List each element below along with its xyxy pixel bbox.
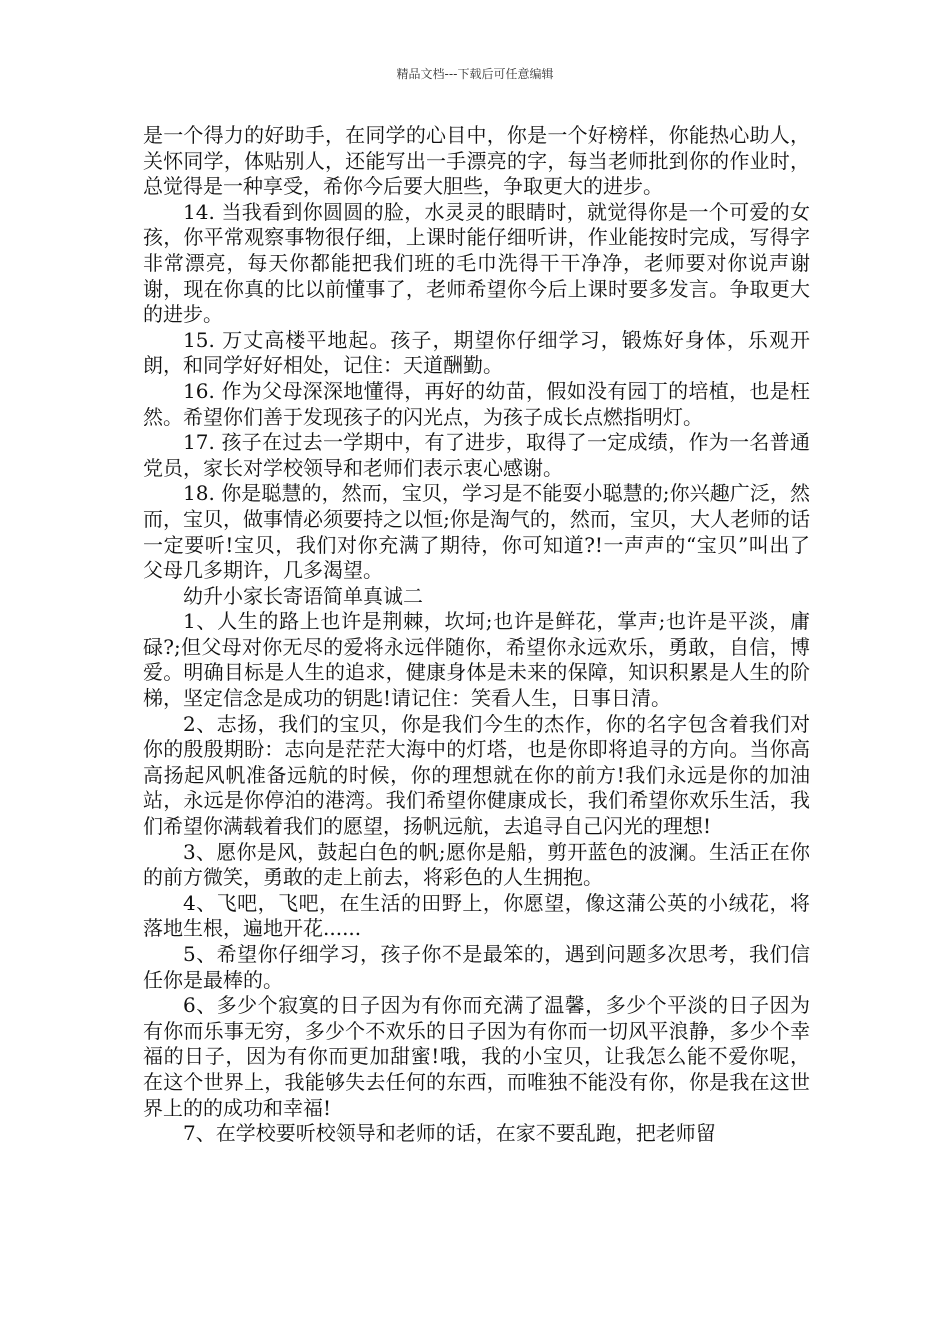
paragraph-item-5: 5、希望你仔细学习，孩子你不是最笨的，遇到问题多次思考，我们信任你是最棒的。: [143, 942, 810, 992]
paragraph-item-1: 1、人生的路上也许是荆棘，坎坷;也许是鲜花，掌声;也许是平淡，庸碌?;但父母对你无尽的爱将永远伴随你，希望你永远欢乐，勇敢，自信，博爱。明确目标是人生的追求，健康身体是未来的保障，知识积累是人生的阶梯，坚定信念是成功的钥匙!请记住：笑看人生，日事日清。: [143, 609, 810, 711]
paragraph-item-17: 17. 孩子在过去一学期中，有了进步，取得了一定成绩，作为一名普通党员，家长对学校领导和老师们表示衷心感谢。: [143, 430, 810, 480]
paragraph-item-4: 4、飞吧，飞吧，在生活的田野上，你愿望，像这蒲公英的小绒花，将落地生根，遍地开花......: [143, 890, 810, 941]
page-header: 精品文档---下载后可任意编辑: [396, 67, 554, 81]
paragraph-item-2: 2、志扬，我们的宝贝，你是我们今生的杰作，你的名字包含着我们对你的殷殷期盼：志向是茫茫大海中的灯塔，也是你即将追寻的方向。当你高高扬起风帆准备远航的时候，你的理想就在你的前方!我们永远是你的加油站，永远是你停泊的港湾。我们希望你健康成长，我们希望你欢乐生活，我们希望你满载着我们的愿望，扬帆远航，去追寻自己闪光的理想!: [143, 711, 810, 839]
document-body: [143, 123, 810, 1147]
paragraph-item-14: 14. 当我看到你圆圆的脸，水灵灵的眼睛时，就觉得你是一个可爱的女孩，你平常观察事物很仔细，上课时能仔细听讲，作业能按时完成，写得字非常漂亮，每天你都能把我们班的毛巾洗得干干净净，老师要对你说声谢谢，现在你真的比以前懂事了，老师希望你今后上课时要多发言。争取更大的进步。: [143, 199, 810, 327]
section-heading: 幼升小家长寄语简单真诚二: [183, 583, 423, 608]
paragraph-item-15: 15. 万丈高楼平地起。孩子，期望你仔细学习，锻炼好身体，乐观开朗，和同学好好相处，记住：天道酬勤。: [143, 327, 810, 378]
paragraph-item-7: 7、在学校要听校领导和老师的话，在家不要乱跑，把老师留: [183, 1121, 716, 1146]
paragraph-item-18: 18. 你是聪慧的，然而，宝贝，学习是不能耍小聪慧的;你兴趣广泛，然而，宝贝，做事情必须要持之以恒;你是淘气的，然而，宝贝，大人老师的话一定要听!宝贝，我们对你充满了期待，你可知道?!一声声的“宝贝”叫出了父母几多期许，几多渴望。: [143, 481, 810, 583]
paragraph-item-3: 3、愿你是风，鼓起白色的帆;愿你是船，剪开蓝色的波澜。生活正在你的前方微笑，勇敢的走上前去，将彩色的人生拥抱。: [143, 839, 810, 890]
paragraph-continuation: 是一个得力的好助手，在同学的心目中，你是一个好榜样，你能热心助人，关怀同学，体贴别人，还能写出一手漂亮的字，每当老师批到你的作业时，总觉得是一种享受，希你今后要大胆些，争取更大的进步。: [143, 123, 810, 199]
paragraph-item-6: 6、多少个寂寞的日子因为有你而充满了温馨，多少个平淡的日子因为有你而乐事无穷，多少个不欢乐的日子因为有你而一切风平浪静，多少个幸福的日子，因为有你而更加甜蜜!哦，我的小宝贝，让我怎么能不爱你呢，在这个世界上，我能够失去任何的东西，而唯独不能没有你，你是我在这世界上的的成功和幸福!: [143, 993, 810, 1120]
paragraph-item-16: 16. 作为父母深深地懂得，再好的幼苗，假如没有园丁的培植，也是枉然。希望你们善于发现孩子的闪光点，为孩子成长点燃指明灯。: [143, 378, 810, 429]
